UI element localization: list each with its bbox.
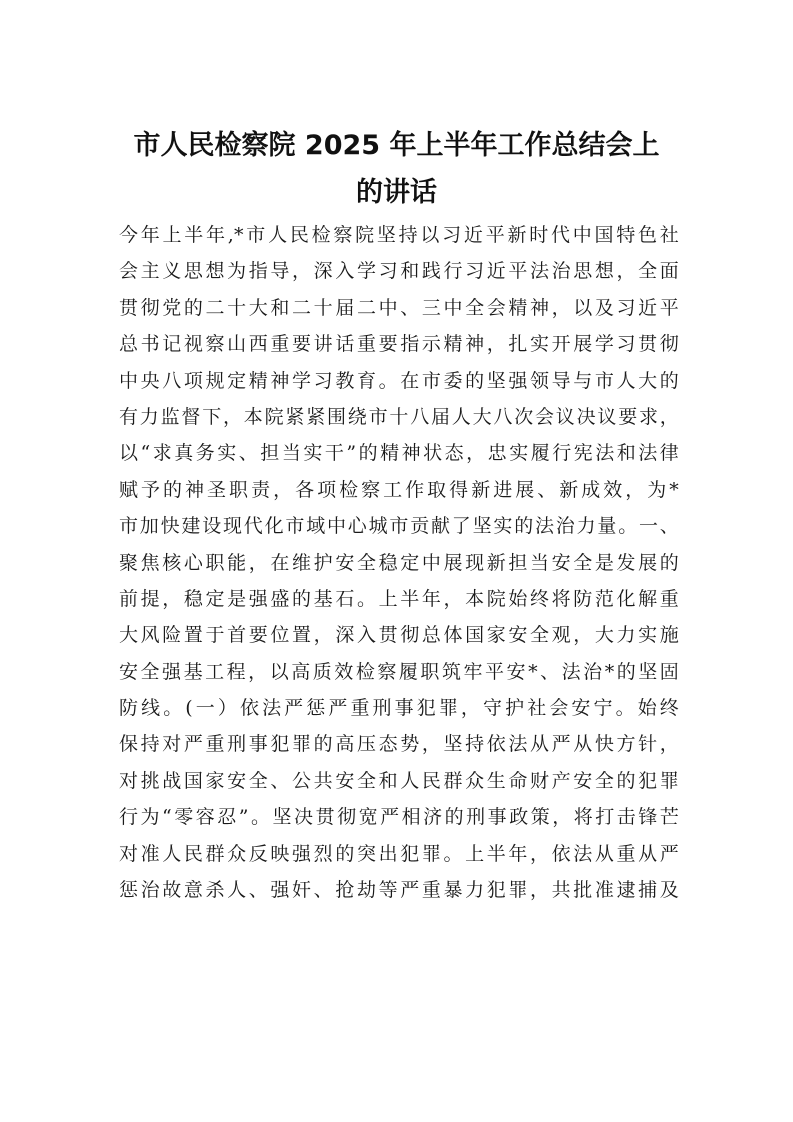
body-line: 今年上半年,*市人民检察院坚持以习近平新时代中国特色社 [119, 224, 679, 246]
body-line: 有力监督下，本院紧紧围绕市十八届人大八次会议决议要求， [119, 405, 679, 428]
body-line: 防线。(一）依法严惩严重刑事犯罪，守护社会安宁。始终 [119, 697, 679, 720]
body-line: 对挑战国家安全、公共安全和人民群众生命财产安全的犯罪 [119, 769, 679, 792]
body-line: 市加快建设现代化市域中心城市贡献了坚实的法治力量。一、 [119, 515, 679, 538]
document-body [119, 217, 679, 908]
body-line: 保持对严重刑事犯罪的高压态势，坚持依法从严从快方针， [119, 733, 679, 756]
body-line: 中央八项规定精神学习教育。在市委的坚强领导与市人大的 [119, 369, 679, 392]
body-line: 惩治故意杀人、强奸、抢劫等严重暴力犯罪，共批准逮捕及 [119, 879, 679, 902]
document-title-line-2: 的讲话 [356, 177, 437, 208]
body-line: 会主义思想为指导，深入学习和践行习近平法治思想，全面 [119, 260, 679, 283]
body-line: 安全强基工程，以高质效检察履职筑牢平安*、法治*的坚固 [119, 660, 679, 683]
body-line: 赋予的神圣职责，各项检察工作取得新进展、新成效，为* [119, 478, 679, 501]
body-line: 大风险置于首要位置，深入贯彻总体国家安全观，大力实施 [119, 624, 679, 647]
body-line: 前提，稳定是强盛的基石。上半年，本院始终将防范化解重 [119, 587, 679, 610]
body-line: 贯彻党的二十大和二十届二中、三中全会精神，以及习近平 [119, 296, 679, 319]
body-line: 行为“零容忍”。坚决贯彻宽严相济的刑事政策，将打击锋芒 [119, 806, 679, 829]
body-line: 对准人民群众反映强烈的突出犯罪。上半年，依法从重从严 [119, 842, 679, 865]
body-line: 聚焦核心职能，在维护安全稳定中展现新担当安全是发展的 [119, 551, 679, 574]
body-line: 总书记视察山西重要讲话重要指示精神，扎实开展学习贯彻 [119, 333, 679, 356]
body-line: 以“求真务实、担当实干”的精神状态，忠实履行宪法和法律 [119, 442, 679, 465]
document-title-line-1: 市人民检察院 2025 年上半年工作总结会上 [133, 130, 660, 161]
